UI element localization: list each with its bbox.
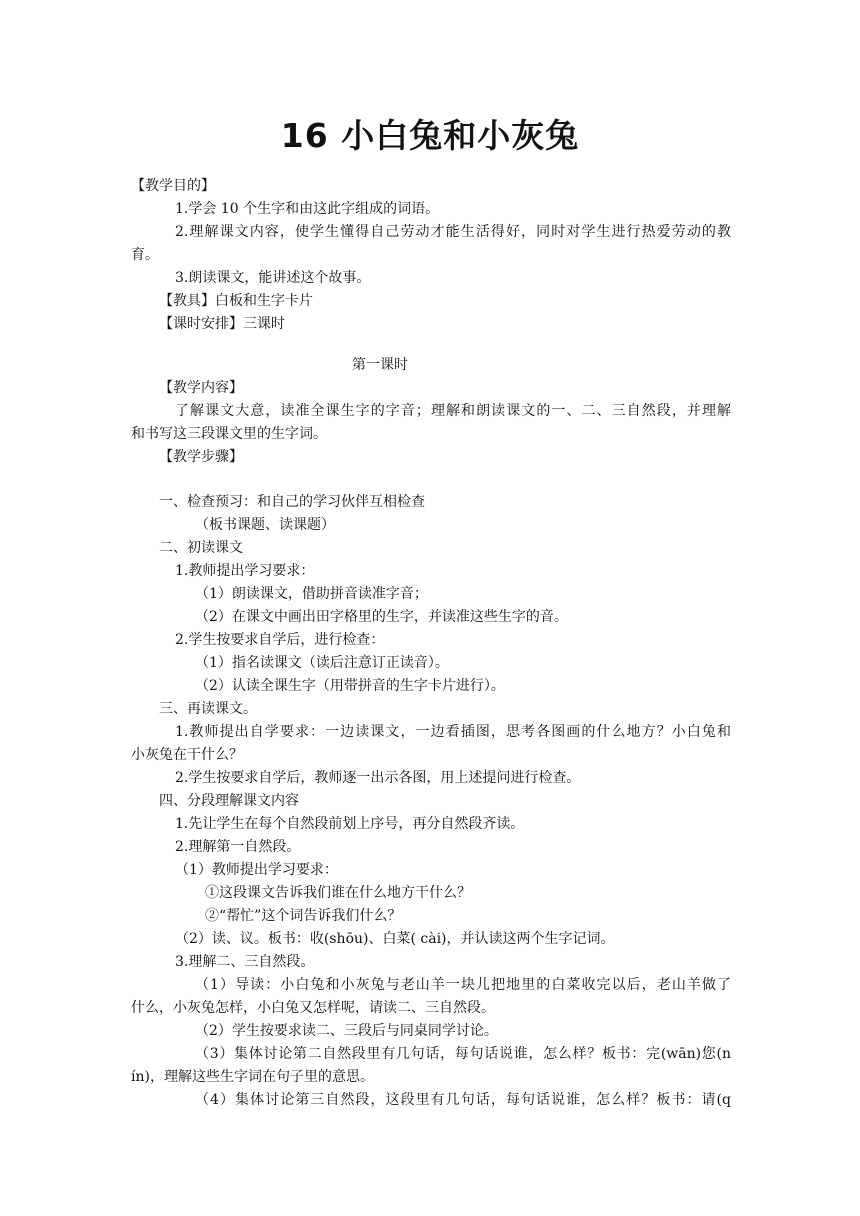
step-2-1-b: （2）在课文中画出田字格里的生字，并读准这些生字的音。 [195, 609, 568, 625]
step-4-3-3-line-1: （3）集体讨论第二自然段里有几句话，每句话说谁，怎么样？板书：完(wān)您(n [195, 1046, 731, 1062]
tools-line: 【教具】白板和生字卡片 [159, 293, 313, 309]
step-2-2-b: （2）认读全课生字（用带拼音的生字卡片进行）。 [195, 678, 505, 694]
step-4-3-1-line-2: 什么，小灰兔怎样，小白兔又怎样呢，请读二、三自然段。 [131, 1000, 495, 1016]
objective-3: 3.朗读课文，能讲述这个故事。 [175, 270, 371, 286]
step-2: 二、初读课文 [159, 540, 243, 556]
step-4-3: 3.理解二、三自然段。 [175, 954, 315, 970]
step-2-1: 1.教师提出学习要求： [175, 563, 315, 579]
step-4-3-4-line-1: （4）集体讨论第三自然段，这段里有几句话，每句话说谁，怎么样？板书：请(q [195, 1092, 731, 1108]
objective-2-line-1: 2.理解课文内容，使学生懂得自己劳动才能生活得好，同时对学生进行热爱劳动的教 [175, 224, 731, 240]
step-4-1: 1.先让学生在每个自然段前划上序号，再分自然段齐读。 [175, 816, 525, 832]
step-1: 一、检查预习：和自己的学习伙伴互相检查 [159, 494, 425, 510]
step-4-2-1-a: ①这段课文告诉我们谁在什么地方干什么？ [205, 885, 471, 901]
content-line-2: 和书写这三段课文里的生字词。 [131, 426, 327, 442]
document-title: 16 小白兔和小灰兔 [280, 116, 580, 155]
step-3-2: 2.学生按要求自学后，教师逐一出示各图，用上述提问进行检查。 [175, 770, 581, 786]
step-2-1-a: （1）朗读课文，借助拼音读准字音； [195, 586, 428, 602]
step-4-2: 2.理解第一自然段。 [175, 839, 301, 855]
step-2-2: 2.学生按要求自学后，进行检查： [175, 632, 385, 648]
schedule-line: 【课时安排】三课时 [159, 316, 285, 332]
step-4-2-2: （2）读、议。板书：收(shōu)、白菜( cài)，并认读这两个生字记词。 [175, 931, 615, 947]
step-3-1-line-2: 小灰兔在干什么？ [131, 747, 243, 763]
step-4-3-1-line-1: （1）导读：小白兔和小灰兔与老山羊一块儿把地里的白菜收完以后，老山羊做了 [195, 977, 731, 993]
content-line-1: 了解课文大意，读准全课生字的字音；理解和朗读课文的一、二、三自然段，并理解 [175, 403, 731, 419]
steps-heading: 【教学步骤】 [159, 449, 243, 465]
step-4: 四、分段理解课文内容 [159, 793, 299, 809]
step-4-2-1-b: ②“帮忙”这个词告诉我们什么？ [205, 908, 402, 924]
lesson-title: 第一课时 [352, 357, 408, 373]
step-4-2-1: （1）教师提出学习要求： [175, 862, 338, 878]
step-3: 三、再读课文。 [159, 701, 257, 717]
step-4-3-3-line-2: ín)，理解这些生字词在句子里的意思。 [131, 1069, 374, 1085]
objective-1: 1.学会 10 个生字和由这此字组成的词语。 [175, 201, 440, 217]
content-heading: 【教学内容】 [159, 380, 243, 396]
step-3-1-line-1: 1.教师提出自学要求：一边读课文，一边看插图，思考各图画的什么地方？小白兔和 [175, 724, 731, 740]
step-2-2-a: （1）指名读课文（读后注意订正读音）。 [195, 655, 449, 671]
objectives-heading: 【教学目的】 [131, 178, 215, 194]
step-1-note: （板书课题、读课题） [195, 517, 335, 533]
step-4-3-2: （2）学生按要求读二、三段后与同桌同学讨论。 [195, 1023, 498, 1039]
objective-2-line-2: 育。 [131, 247, 159, 263]
